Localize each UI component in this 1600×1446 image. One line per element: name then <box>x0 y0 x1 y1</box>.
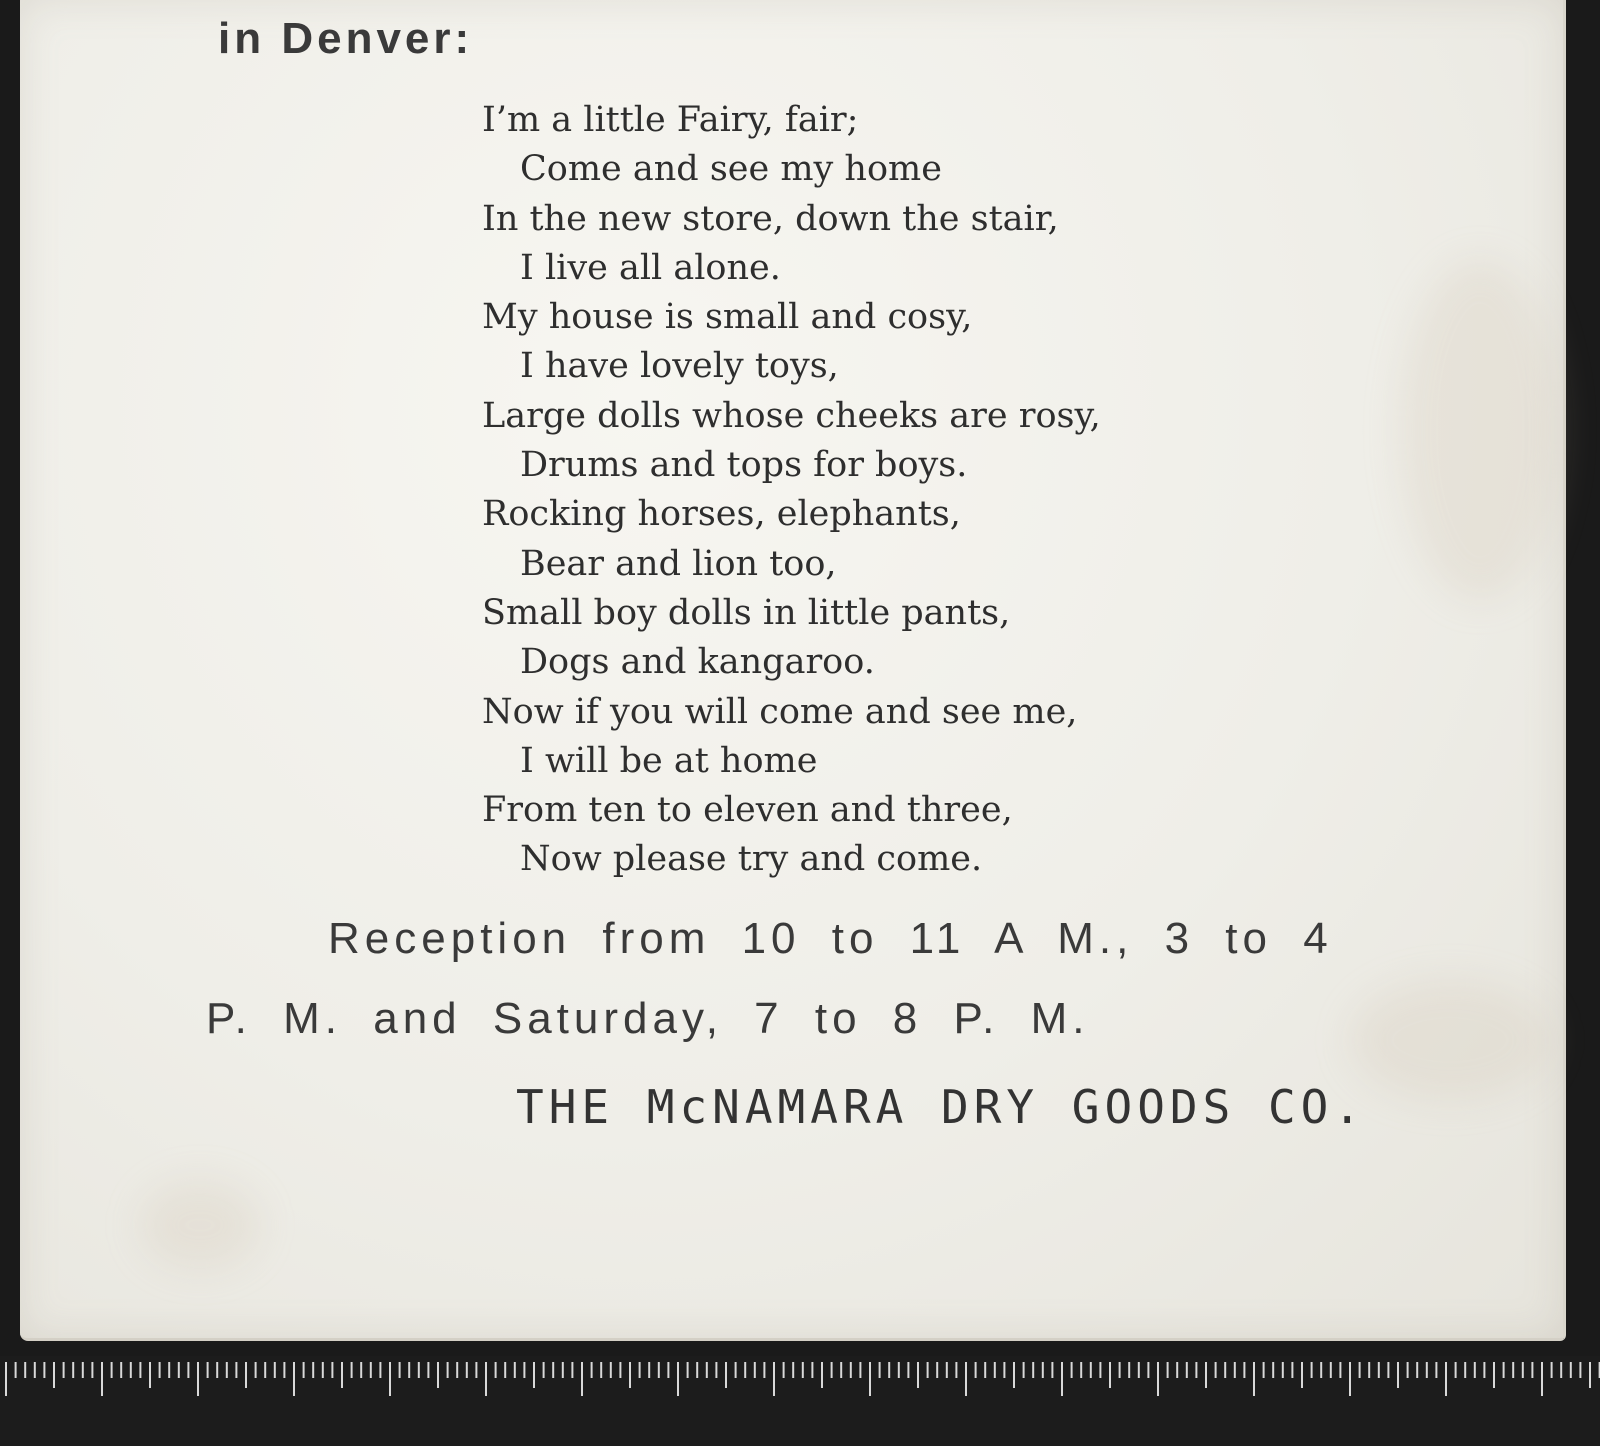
poem-line: I will be at home <box>520 740 818 781</box>
trade-card <box>20 0 1566 1341</box>
poem-line: Small boy dolls in little pants, <box>482 592 1011 633</box>
poem-line: In the new store, down the stair, <box>482 198 1059 239</box>
poem-line: I’m a little Fairy, fair; <box>482 100 859 140</box>
poem-line: Rocking horses, elephants, <box>482 494 961 535</box>
poem <box>482 96 1101 885</box>
poem-line: Now if you will come and see me, <box>482 691 1078 732</box>
company-name: THE McNAMARA DRY GOODS CO. <box>516 1080 1367 1134</box>
poem-line: Bear and lion too, <box>520 543 837 584</box>
reception-hours-line-1: Reception from 10 to 11 A M., 3 to 4 <box>328 914 1333 963</box>
poem-line: Large dolls whose cheeks are rosy, <box>482 395 1101 436</box>
ruler-ticks <box>0 1356 1600 1446</box>
paper-stain <box>140 1180 260 1270</box>
poem-line: Drums and tops for boys. <box>520 445 968 486</box>
measuring-ruler <box>0 1356 1600 1446</box>
poem-line: From ten to eleven and three, <box>482 790 1013 831</box>
poem-line: I have lovely toys, <box>520 346 839 387</box>
poem-line: I live all alone. <box>520 247 781 288</box>
poem-line: Dogs and kangaroo. <box>520 642 875 683</box>
poem-line: My house is small and cosy, <box>482 297 973 338</box>
paper-stain <box>1400 260 1560 600</box>
paper-stain <box>1350 980 1550 1100</box>
poem-line: Come and see my home <box>520 149 942 190</box>
reception-hours-line-2: P. M. and Saturday, 7 to 8 P. M. <box>206 994 1090 1043</box>
poem-line: Now please try and come. <box>520 839 983 880</box>
heading-in-denver: in Denver: <box>218 14 474 63</box>
